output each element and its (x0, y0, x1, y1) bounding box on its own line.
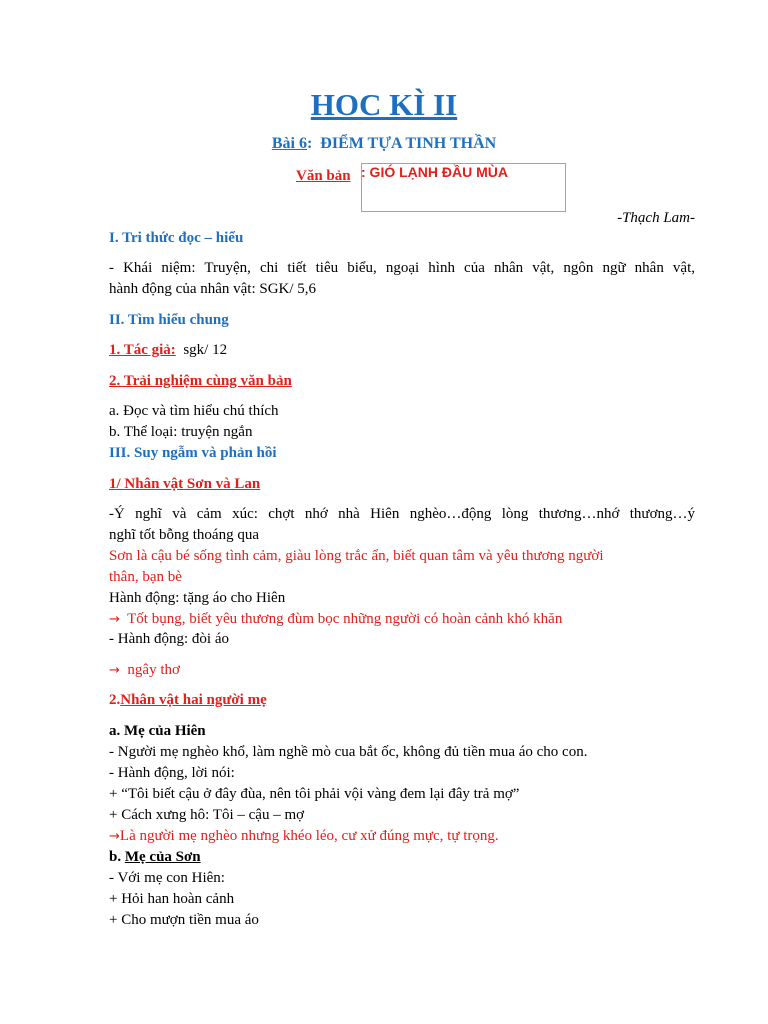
paragraph-line: + Hỏi han hoàn cảnh (109, 891, 235, 907)
paragraph-line: - Hành động, lời nói: (109, 765, 235, 781)
paragraph-line: + “Tôi biết cậu ở đây đùa, nên tôi phải vội vàng đem lại đây trả mợ” (109, 786, 520, 802)
heading-number: 2. (109, 692, 121, 708)
list-item: b. Thể loại: truyện ngắn (109, 424, 253, 440)
red-text: Sơn là cậu bé sống tình cảm, giàu lòng trắc ẩn, biết quan tâm và yêu thương người (109, 548, 604, 564)
character-heading-mothers (109, 690, 695, 710)
lesson-name: ĐIỂM TỰA TINH THẦN (320, 135, 497, 152)
right-arrow-icon: → (109, 829, 120, 844)
paragraph-line: - Hành động: đòi áo (109, 631, 229, 647)
text-title: : GIÓ LẠNH ĐẦU MÙA (361, 164, 508, 180)
list-item: a. Đọc và tìm hiểu chú thích (109, 403, 279, 419)
experience-heading: 2. Trải nghiệm cùng văn bản (109, 373, 292, 389)
heading-text: Nhân vật hai người mẹ (120, 692, 267, 708)
lesson-colon: : (306, 135, 313, 152)
author-value: sgk/ 12 (183, 342, 228, 358)
paragraph-line: Hành động: tặng áo cho Hiên (109, 590, 286, 606)
conclusion-line (109, 609, 695, 630)
right-arrow-icon: → (109, 663, 120, 678)
subheading-text: Mẹ của Sơn (124, 849, 201, 865)
author-label: 1. Tác giả: (109, 342, 176, 358)
author-line: -Thạch Lam- (617, 210, 695, 226)
right-arrow-icon: → (109, 612, 120, 627)
subheading-hien-mother: a. Mẹ của Hiên (109, 723, 206, 739)
section-heading-overview: II. Tìm hiểu chung (109, 312, 229, 328)
subheading-son-mother (109, 847, 695, 867)
conclusion-line (109, 660, 695, 681)
author-info (109, 340, 695, 360)
paragraph-line: - Khái niệm: Truyện, chi tiết tiêu biểu, ngoại hình của nhân vật, ngôn ngữ nhân vật, (109, 260, 695, 276)
conclusion-line (109, 826, 695, 847)
paragraph-line: + Cách xưng hô: Tôi – cậu – mợ (109, 807, 305, 823)
paragraph-line: hành động của nhân vật: SGK/ 5,6 (109, 281, 317, 297)
character-heading-son-lan: 1/ Nhân vật Sơn và Lan (109, 476, 261, 492)
page-title: HOC KÌ II (310, 87, 458, 122)
section-heading-reflection: III. Suy ngẫm và phản hồi (109, 445, 277, 461)
conclusion-text: ngây thơ (127, 662, 180, 678)
subheading-prefix: b. (109, 849, 122, 865)
section-heading-knowledge: I. Tri thức đọc – hiểu (109, 230, 244, 246)
conclusion-text: Tốt bụng, biết yêu thương đùm bọc những người có hoàn cảnh khó khăn (127, 611, 563, 627)
paragraph-line: -Ý nghĩ và cảm xúc: chợt nhớ nhà Hiên nghèo…động lòng thương…nhớ thương…ý (109, 506, 695, 522)
paragraph-line: thân, bạn bè (109, 569, 182, 585)
paragraph-line: + Cho mượn tiền mua áo (109, 912, 259, 928)
paragraph-line: - Người mẹ nghèo khổ, làm nghề mò cua bắt ốc, không đủ tiền mua áo cho con. (109, 744, 588, 760)
lesson-subtitle (0, 134, 768, 154)
paragraph-line: - Với mẹ con Hiên: (109, 870, 225, 886)
lesson-label: Bài 6 (271, 135, 307, 152)
conclusion-text: Là người mẹ nghèo nhưng khéo léo, cư xử đúng mực, tự trọng. (119, 828, 499, 844)
paragraph-line (109, 546, 695, 566)
paragraph-line: nghĩ tốt bỗng thoáng qua (109, 527, 259, 543)
text-label: Văn bản (296, 168, 351, 184)
